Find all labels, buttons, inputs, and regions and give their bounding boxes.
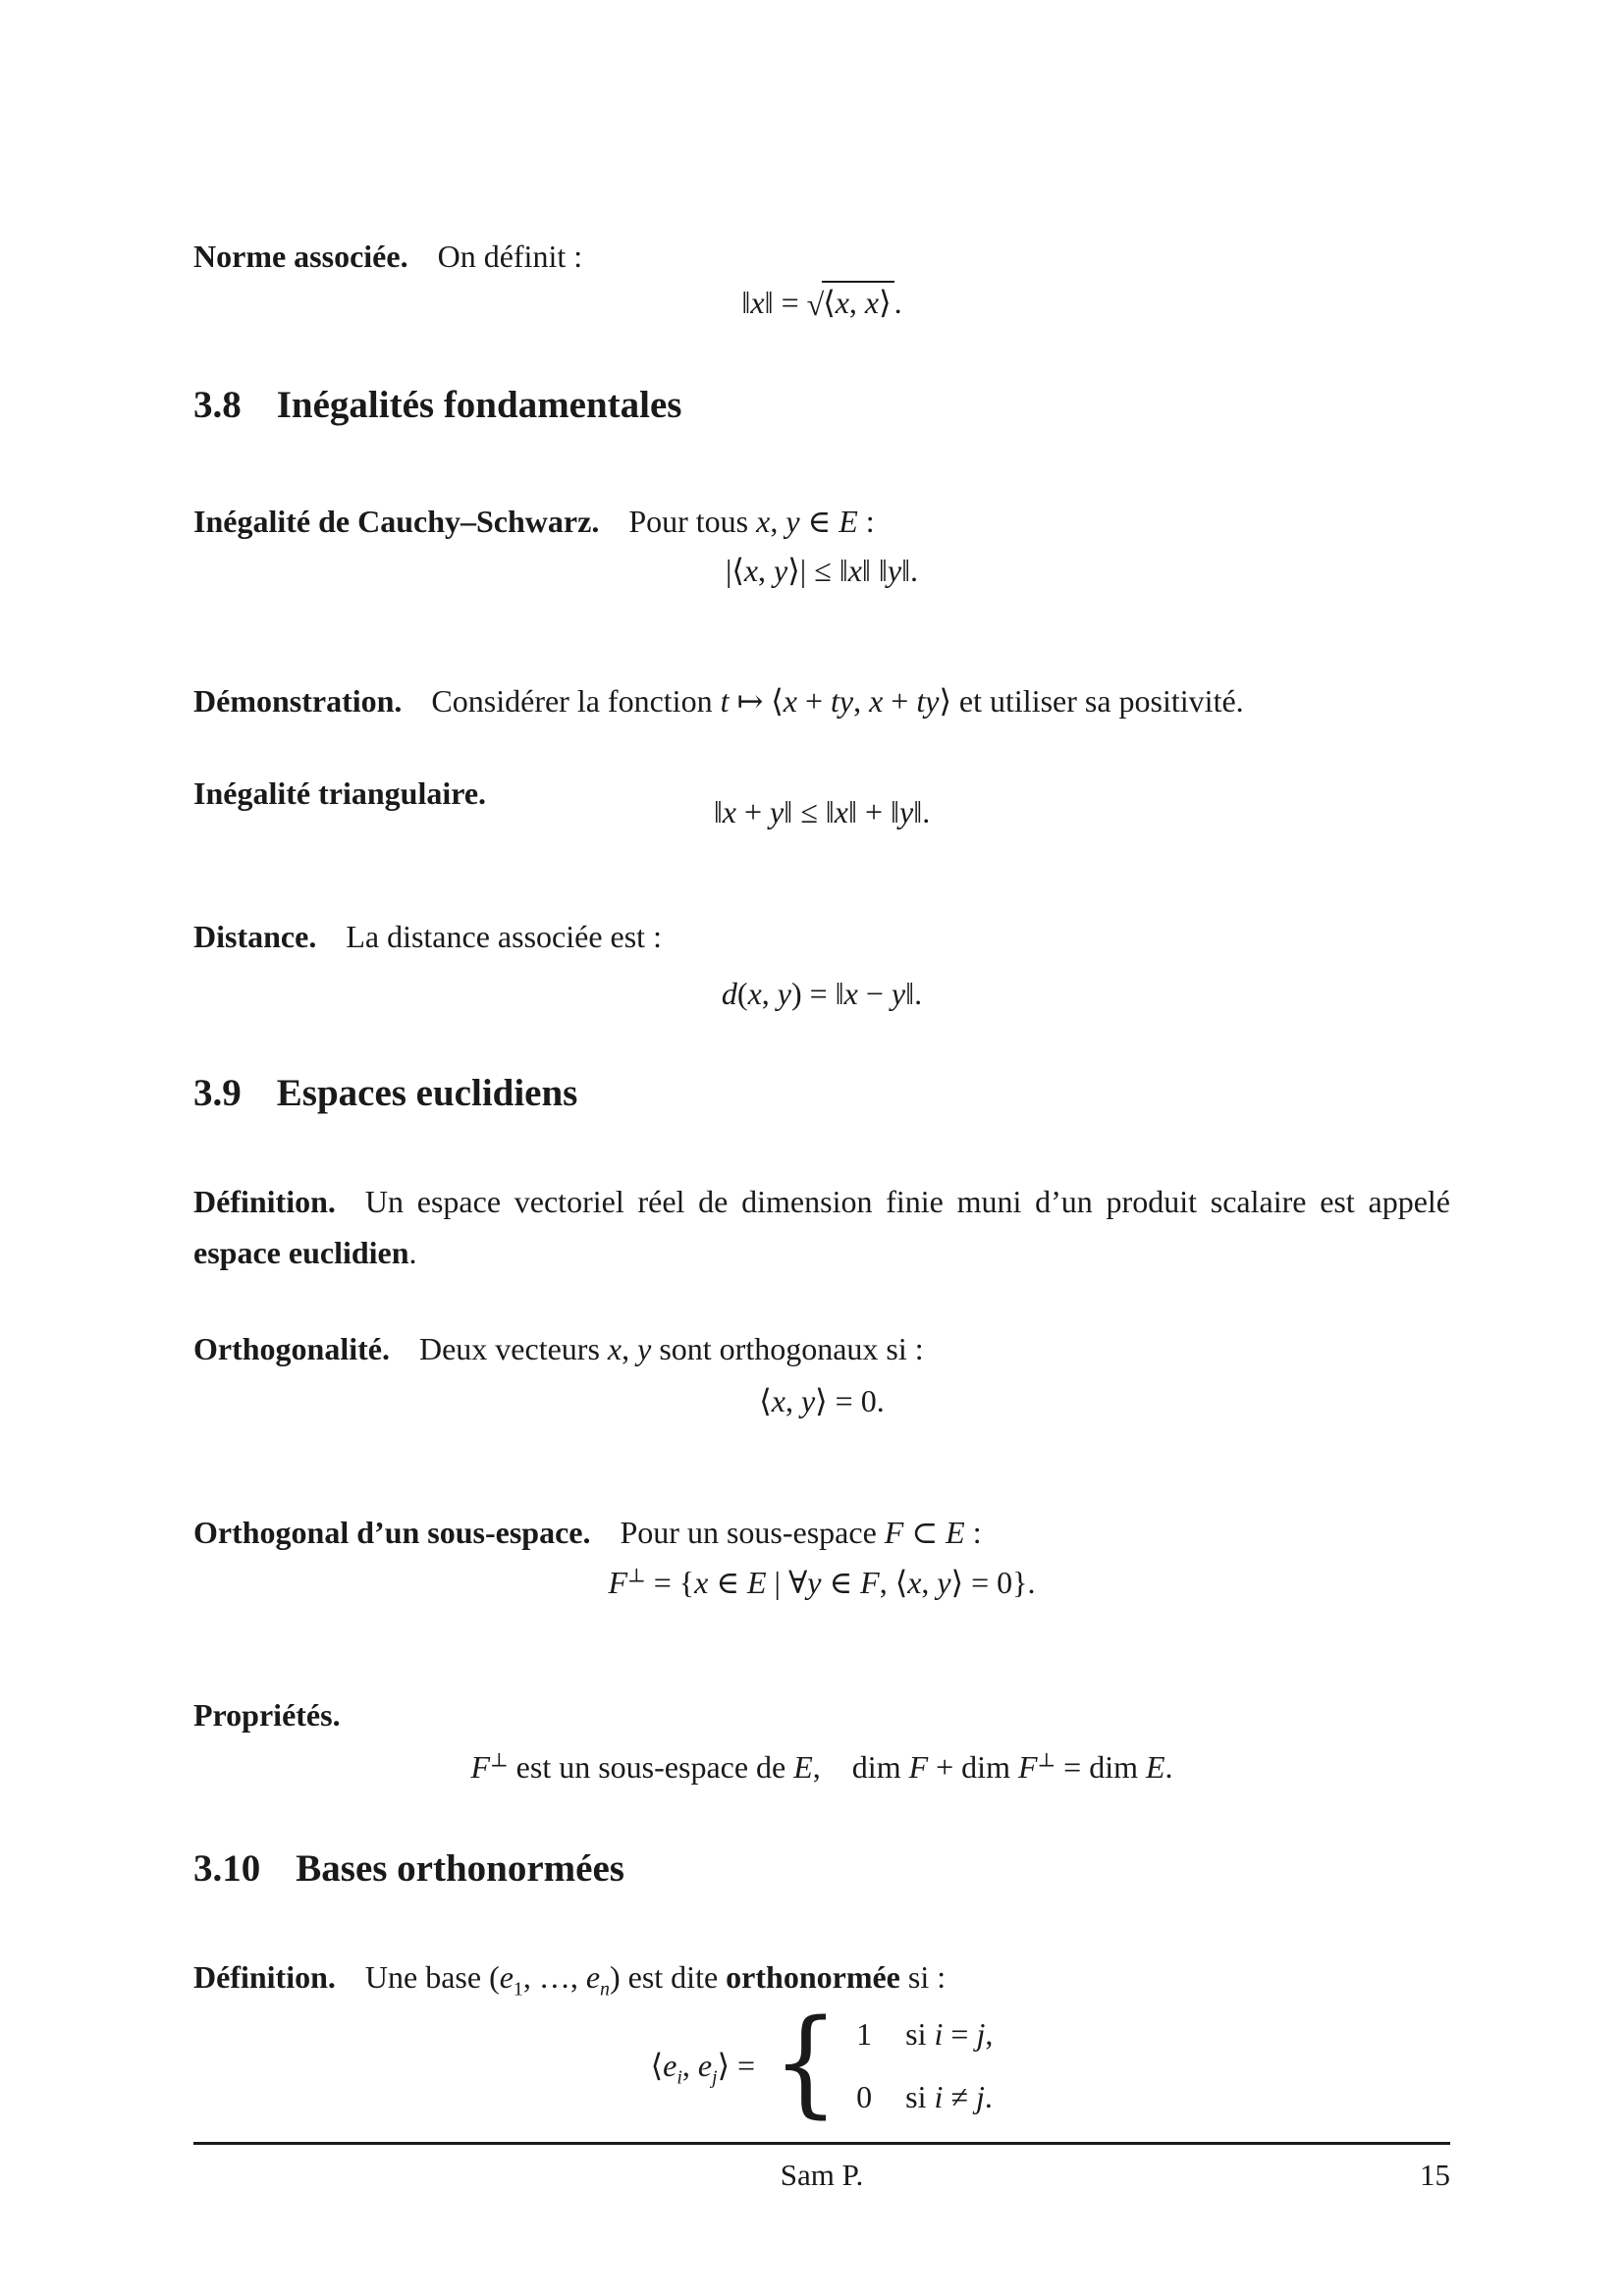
- footer-page-number: 15: [1420, 2158, 1450, 2192]
- cases-left-hand-side: $⟨e_i$, $e_j⟩$ =: [650, 2048, 756, 2089]
- case-condition: si i = j,: [905, 2016, 994, 2052]
- formula-norme: ‖x‖ = √⟨x, x⟩.: [193, 279, 1450, 326]
- formula-orthogonalite: ⟨x, y⟩ = 0.: [759, 1383, 885, 1418]
- paragraph-label-distance: Distance.: [193, 919, 317, 954]
- cases-brace: {: [772, 1994, 839, 2129]
- paragraph-demonstration: [193, 675, 1450, 726]
- footer-rule: [193, 2142, 1450, 2145]
- paragraph-text-orthogonal-sous-espace: Pour un sous-espace F ⊂ E :: [620, 1515, 982, 1550]
- section-title-3-10: Bases orthonormées: [296, 1847, 624, 1890]
- paragraph-norme-associee: [193, 231, 1450, 282]
- section-number-3-8: 3.8: [193, 384, 242, 426]
- formula-proprietes: F⊥ est un sous-espace de E, dim F + dim F⊥ = dim E.: [470, 1749, 1173, 1785]
- paragraph-text-cauchy-schwarz: Pour tous x, y ∈ E :: [628, 504, 875, 539]
- section-number-3-9: 3.9: [193, 1072, 242, 1114]
- paragraph-label-definition-euclidien: Définition.: [193, 1184, 336, 1219]
- paragraph-label-orthogonal-sous-espace: Orthogonal d’un sous-espace.: [193, 1515, 591, 1550]
- paragraph-proprietes: [193, 1689, 1450, 1740]
- formula-orthogonal-sous-espace: F⊥ = {x ∈ E | ∀y ∈ F, ⟨x, y⟩ = 0}.: [608, 1565, 1036, 1600]
- cases-row: [856, 2013, 993, 2055]
- footer-author: Sam P.: [780, 2158, 864, 2192]
- paragraph-label-norme-associee: Norme associée.: [193, 239, 408, 274]
- formula-triangulaire: ‖x + y‖ ≤ ‖x‖ + ‖y‖.: [713, 794, 931, 829]
- case-condition: si i ≠ j.: [905, 2079, 993, 2114]
- cases-rows: [856, 2013, 993, 2117]
- paragraph-label-cauchy-schwarz: Inégalité de Cauchy–Schwarz.: [193, 504, 600, 539]
- section-heading-3-9: [193, 1071, 1450, 1116]
- section-heading-3-8: [193, 383, 1450, 428]
- case-value: 1: [856, 2016, 873, 2052]
- formula-distance: d(x, y) = ‖x − y‖.: [721, 976, 923, 1011]
- paragraph-text-definition-euclidien: Un espace vectoriel réel de dimension finie muni d’un produit scalaire est appelé espace euclidien.: [193, 1184, 1450, 1270]
- paragraph-cauchy-schwarz: [193, 496, 1450, 547]
- paragraph-text-norme-associee: On définit :: [437, 239, 583, 274]
- paragraph-label-orthogonalite: Orthogonalité.: [193, 1331, 390, 1366]
- formula-orthonormal-cases: [193, 1994, 1450, 2130]
- formula-cauchy-schwarz: |⟨x, y⟩| ≤ ‖x‖ ‖y‖.: [725, 553, 919, 588]
- paragraph-text-definition-orthonormee: Une base ($e_1$, …, $e_n$) est dite orthonormée si :: [364, 1959, 947, 2001]
- paragraph-orthogonalite: [193, 1323, 1450, 1374]
- paragraph-label-proprietes: Propriétés.: [193, 1697, 341, 1733]
- paragraph-text-orthogonalite: Deux vecteurs x, y sont orthogonaux si :: [418, 1331, 924, 1366]
- paragraph-label-definition-orthonormee: Définition.: [193, 1959, 336, 1995]
- paragraph-orthogonal-sous-espace: [193, 1507, 1450, 1558]
- section-number-3-10: 3.10: [193, 1847, 261, 1890]
- paragraph-text-demonstration: Considérer la fonction t ↦ ⟨x + ty, x + ty⟩ et utiliser sa positivité.: [431, 683, 1244, 719]
- paragraph-definition-euclidien: [193, 1176, 1450, 1278]
- paragraph-label-demonstration: Démonstration.: [193, 683, 403, 719]
- case-value: 0: [856, 2079, 873, 2114]
- section-title-3-8: Inégalités fondamentales: [276, 384, 682, 426]
- paragraph-text-distance: La distance associée est :: [346, 919, 662, 954]
- section-heading-3-10: [193, 1846, 1450, 1892]
- page-footer: [193, 2156, 1450, 2195]
- section-title-3-9: Espaces euclidiens: [276, 1072, 578, 1114]
- cases-row: [856, 2076, 993, 2117]
- paragraph-distance: [193, 911, 1450, 962]
- paragraph-label-inegalite-triangulaire: Inégalité triangulaire.: [193, 775, 487, 811]
